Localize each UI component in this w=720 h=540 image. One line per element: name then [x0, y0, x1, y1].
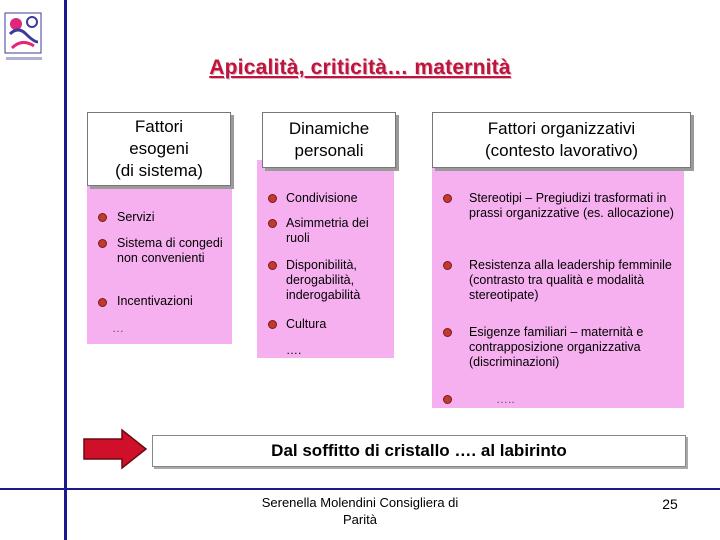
page-title: Apicalità, criticità… maternità	[209, 56, 511, 79]
list-item: Esigenze familiari – maternità e contrapposizione organizzativa (discriminazioni)	[469, 325, 644, 369]
list-item: Resistenza alla leadership femminile (contrasto tra qualità e modalità stereotipate)	[469, 258, 672, 302]
bullet-icon	[443, 395, 452, 404]
bullet-icon	[98, 213, 107, 222]
column-header-3-line: (contesto lavorativo)	[484, 141, 639, 160]
bullet-icon	[443, 194, 452, 203]
list-item: Incentivazioni	[117, 294, 193, 308]
column-header-1-line: Fattori	[134, 117, 184, 136]
column-header-3	[432, 112, 691, 168]
bullet-icon	[268, 320, 277, 329]
column-header-2-line: personali	[294, 141, 364, 160]
column-header-3-line: Fattori organizzativi	[487, 119, 636, 138]
bullet-icon	[443, 328, 452, 337]
list-item: Servizi	[117, 210, 155, 224]
page-number: 25	[662, 496, 678, 512]
list-item: Disponibilità, derogabilità, inderogabilità	[286, 258, 361, 302]
ellipsis: …..	[496, 392, 515, 406]
list-item: Cultura	[286, 317, 327, 331]
list-item: Condivisione	[286, 191, 358, 205]
footer-rule	[0, 488, 720, 490]
column-header-2	[262, 112, 396, 168]
bullet-icon	[268, 261, 277, 270]
arrow-right-icon	[82, 428, 148, 470]
column-header-1	[87, 112, 231, 186]
vertical-rule	[64, 0, 67, 540]
bullet-icon	[98, 239, 107, 248]
bullet-icon	[98, 298, 107, 307]
column-header-1-line: (di sistema)	[115, 161, 203, 180]
bullet-icon	[268, 219, 277, 228]
ellipsis: …	[112, 321, 124, 335]
bullet-icon	[268, 194, 277, 203]
ellipsis: ….	[286, 343, 302, 357]
list-item: Asimmetria dei ruoli	[286, 216, 369, 245]
conclusion-box: Dal soffitto di cristallo …. al labirinto	[152, 435, 686, 467]
column-header-1-line: esogeni	[129, 139, 189, 158]
column-header-2-line: Dinamiche	[288, 119, 370, 138]
list-item: Stereotipi – Pregiudizi trasformati in prassi organizzative (es. allocazione)	[469, 191, 674, 220]
footer-author: Serenella Molendini Consigliera di Parità	[261, 495, 459, 527]
list-item: Sistema di congedi non convenienti	[117, 236, 223, 265]
bullet-icon	[443, 261, 452, 270]
